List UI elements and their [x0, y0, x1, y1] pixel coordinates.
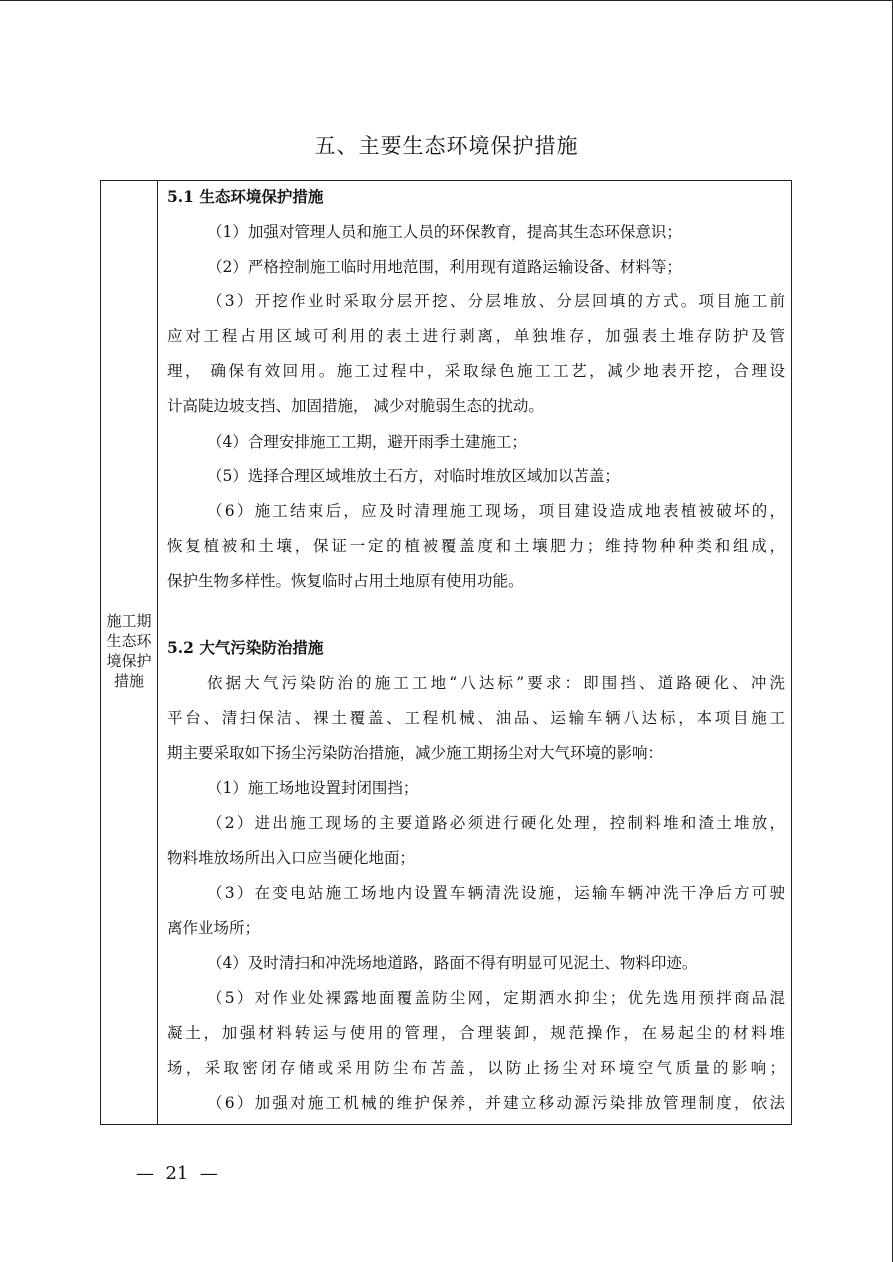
paragraph-line: 物料堆放场所出入口应当硬化地面；	[167, 849, 416, 867]
paragraph-line: （6）加强对施工机械的维护保养，并建立移动源污染排放管理制度，依法	[207, 1094, 785, 1112]
paragraph-line: （6）施工结束后，应及时清理施工现场，项目建设造成地表植被破坏的，	[207, 502, 785, 520]
paragraph-line: 计高陡边坡支挡、加固措施， 减少对脆弱生态的扰动。	[167, 397, 544, 415]
page-number: — 21 —	[136, 1163, 218, 1184]
paragraph-line: （4）及时清扫和冲洗场地道路，路面不得有明显可见泥土、物料印迹。	[207, 954, 698, 972]
paragraph-line: 期主要采取如下扬尘污染防治措施，减少施工期扬尘对大气环境的影响：	[167, 744, 664, 762]
paragraph-line: （3）开挖作业时采取分层开挖、分层堆放、分层回填的方式。项目施工前	[207, 292, 785, 310]
paragraph-line: 离作业场所；	[167, 919, 261, 937]
category-label-line: 生态环	[106, 632, 152, 650]
paragraph-line: 应对工程占用区域可利用的表土进行剥离，单独堆存，加强表土堆存防护及管	[167, 327, 785, 345]
category-label-line: 措施	[113, 672, 144, 690]
paragraph-line: （2）严格控制施工临时用地范围，利用现有道路运输设备、材料等；	[207, 258, 682, 276]
paragraph-line: （5）选择合理区域堆放土石方，对临时堆放区域加以苫盖；	[207, 467, 620, 485]
paragraph-line: （2）进出施工现场的主要道路必须进行硬化处理，控制料堆和渣土堆放，	[207, 814, 785, 832]
category-label-line: 施工期	[106, 612, 152, 630]
paragraph-line: 依据大气污染防治的施工工地“八达标”要求：即围挡、道路硬化、冲洗	[207, 674, 785, 692]
paragraph-line: （5）对作业处裸露地面覆盖防尘网，定期洒水抑尘；优先选用预拌商品混	[207, 989, 785, 1007]
page-title: 五、主要生态环境保护措施	[314, 134, 579, 158]
page-frame-top	[0, 0, 892, 1]
category-label-line: 境保护	[106, 652, 152, 670]
measures-table	[100, 180, 792, 1125]
section-heading-5-2: 5.2 大气污染防治措施	[167, 638, 324, 657]
paragraph-line: 理， 确保有效回用。施工过程中，采取绿色施工工艺，减少地表开挖，合理设	[167, 362, 785, 380]
paragraph-line: 保护生物多样性。恢复临时占用土地原有使用功能。	[167, 572, 524, 590]
paragraph-line: 凝土，加强材料转运与使用的管理，合理装卸，规范操作，在易起尘的材料堆	[167, 1024, 785, 1042]
category-label	[101, 611, 157, 691]
paragraph-line: （4）合理安排施工工期，避开雨季土建施工；	[207, 433, 527, 451]
paragraph-line: （1）加强对管理人员和施工人员的环保教育，提高其生态环保意识；	[207, 223, 682, 241]
paragraph-line: （1）施工场地设置封闭围挡；	[207, 779, 419, 797]
section-heading-5-1: 5.1 生态环境保护措施	[167, 187, 324, 206]
paragraph-line: （3）在变电站施工场地内设置车辆清洗设施，运输车辆冲洗干净后方可驶	[207, 884, 785, 902]
paragraph-line: 平台、清扫保洁、裸土覆盖、工程机械、油品、运输车辆八达标，本项目施工	[167, 709, 785, 727]
paragraph-line: 场，采取密闭存储或采用防尘布苫盖，以防止扬尘对环境空气质量的影响；	[167, 1059, 785, 1077]
category-cell	[101, 181, 158, 1124]
paragraph-line: 恢复植被和土壤，保证一定的植被覆盖度和土壤肥力；维持物种种类和组成，	[167, 537, 785, 555]
